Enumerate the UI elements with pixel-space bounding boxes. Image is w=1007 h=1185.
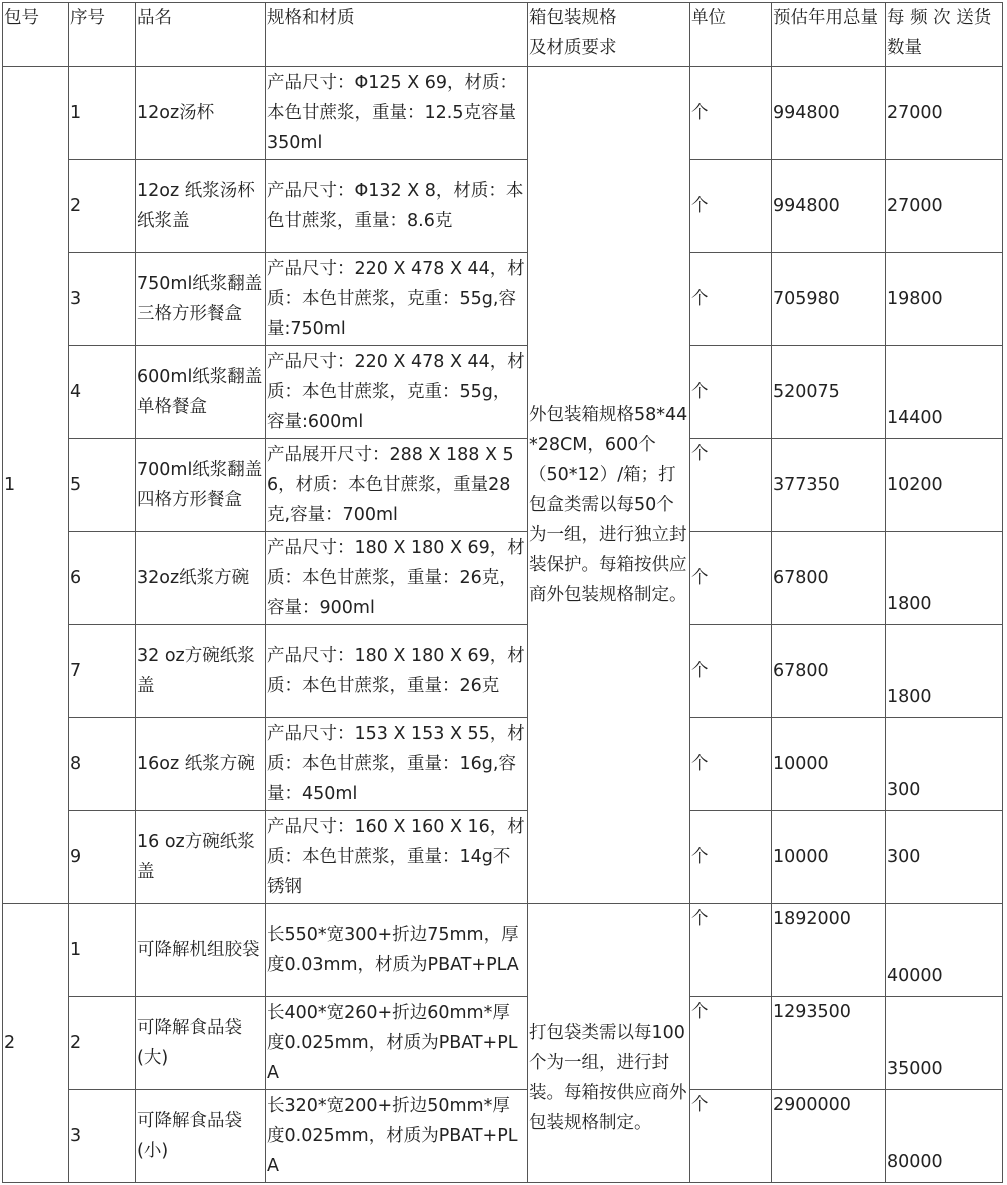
- item-unit: 个: [690, 718, 772, 811]
- item-name: 16 oz方碗纸浆盖: [136, 811, 266, 904]
- item-spec: 长320*宽200+折边50mm*厚度0.025mm，材质为PBAT+PLA: [266, 1090, 528, 1183]
- table-row: [3, 439, 1003, 532]
- header-row: [3, 3, 1003, 67]
- item-unit: 个: [690, 160, 772, 253]
- item-seq: 5: [69, 439, 136, 532]
- item-seq: 8: [69, 718, 136, 811]
- item-delivery: 300: [886, 811, 1003, 904]
- table-row: [3, 253, 1003, 346]
- item-delivery: 80000: [886, 1090, 1003, 1183]
- item-spec: 产品展开尺寸：288 X 188 X 56，材质：本色甘蔗浆，重量28克,容量：700ml: [266, 439, 528, 532]
- item-annual: 2900000: [772, 1090, 886, 1183]
- item-name: 700ml纸浆翻盖四格方形餐盒: [136, 439, 266, 532]
- item-spec: 长400*宽260+折边60mm*厚度0.025mm，材质为PBAT+PLA: [266, 997, 528, 1090]
- item-annual: 994800: [772, 67, 886, 160]
- item-delivery: 10200: [886, 439, 1003, 532]
- item-annual: 994800: [772, 160, 886, 253]
- item-seq: 9: [69, 811, 136, 904]
- header-box: 箱包装规格 及材质要求: [528, 3, 690, 67]
- item-delivery: 27000: [886, 160, 1003, 253]
- table-row: [3, 160, 1003, 253]
- item-seq: 2: [69, 160, 136, 253]
- header-unit: 单位: [690, 3, 772, 67]
- item-name: 32 oz方碗纸浆盖: [136, 625, 266, 718]
- item-seq: 1: [69, 67, 136, 160]
- item-annual: 67800: [772, 532, 886, 625]
- item-unit: 个: [690, 1090, 772, 1183]
- item-name: 600ml纸浆翻盖单格餐盒: [136, 346, 266, 439]
- item-seq: 1: [69, 904, 136, 997]
- item-seq: 6: [69, 532, 136, 625]
- item-annual: 1293500: [772, 997, 886, 1090]
- header-pkg: 包号: [3, 3, 69, 67]
- item-unit: 个: [690, 904, 772, 997]
- item-spec: 产品尺寸：153 X 153 X 55，材质：本色甘蔗浆，重量：16g,容量：450ml: [266, 718, 528, 811]
- item-seq: 2: [69, 997, 136, 1090]
- item-delivery: 14400: [886, 346, 1003, 439]
- item-spec: 产品尺寸：220 X 478 X 44，材质：本色甘蔗浆，克重：55g,容量:750ml: [266, 253, 528, 346]
- item-delivery: 300: [886, 718, 1003, 811]
- item-annual: 705980: [772, 253, 886, 346]
- item-unit: 个: [690, 811, 772, 904]
- header-annual: 预估年用总量: [772, 3, 886, 67]
- item-spec: 产品尺寸：220 X 478 X 44，材质：本色甘蔗浆，克重：55g，容量:600ml: [266, 346, 528, 439]
- item-unit: 个: [690, 997, 772, 1090]
- table-row: [3, 718, 1003, 811]
- item-name: 可降解食品袋(大): [136, 997, 266, 1090]
- package-number: 1: [3, 67, 69, 904]
- table-row: [3, 67, 1003, 160]
- item-delivery: 27000: [886, 67, 1003, 160]
- procurement-table: [2, 2, 1003, 1183]
- header-seq: 序号: [69, 3, 136, 67]
- item-unit: 个: [690, 67, 772, 160]
- item-name: 750ml纸浆翻盖三格方形餐盒: [136, 253, 266, 346]
- item-delivery: 35000: [886, 997, 1003, 1090]
- item-name: 12oz 纸浆汤杯纸浆盖: [136, 160, 266, 253]
- item-spec: 产品尺寸：Φ125 X 69，材质：本色甘蔗浆，重量：12.5克容量350ml: [266, 67, 528, 160]
- item-name: 12oz汤杯: [136, 67, 266, 160]
- item-unit: 个: [690, 625, 772, 718]
- item-name: 可降解食品袋(小): [136, 1090, 266, 1183]
- item-delivery: 19800: [886, 253, 1003, 346]
- package-number: 2: [3, 904, 69, 1183]
- item-unit: 个: [690, 439, 772, 532]
- table-row: [3, 1090, 1003, 1183]
- item-name: 可降解机组胶袋: [136, 904, 266, 997]
- box-requirements: 外包装箱规格58*44*28CM，600个 （50*12）/箱；打包盒类需以每50个为一组，进行独立封装保护。每箱按供应商外包装规格制定。: [528, 67, 690, 904]
- item-annual: 377350: [772, 439, 886, 532]
- item-delivery: 1800: [886, 532, 1003, 625]
- item-delivery: 40000: [886, 904, 1003, 997]
- table-row: [3, 904, 1003, 997]
- item-name: 32oz纸浆方碗: [136, 532, 266, 625]
- item-spec: 产品尺寸：Φ132 X 8，材质：本色甘蔗浆，重量：8.6克: [266, 160, 528, 253]
- header-spec: 规格和材质: [266, 3, 528, 67]
- box-requirements: 打包袋类需以每100个为一组，进行封装。每箱按供应商外包装规格制定。: [528, 904, 690, 1183]
- item-spec: 产品尺寸：180 X 180 X 69，材质：本色甘蔗浆，重量：26克: [266, 625, 528, 718]
- item-annual: 1892000: [772, 904, 886, 997]
- header-name: 品名: [136, 3, 266, 67]
- item-delivery: 1800: [886, 625, 1003, 718]
- table-row: [3, 997, 1003, 1090]
- table-row: [3, 532, 1003, 625]
- item-seq: 3: [69, 1090, 136, 1183]
- table-row: [3, 346, 1003, 439]
- table-row: [3, 811, 1003, 904]
- item-seq: 3: [69, 253, 136, 346]
- item-annual: 520075: [772, 346, 886, 439]
- item-unit: 个: [690, 253, 772, 346]
- item-annual: 10000: [772, 811, 886, 904]
- header-delivery: 每 频 次 送货数量: [886, 3, 1003, 67]
- item-unit: 个: [690, 532, 772, 625]
- item-annual: 10000: [772, 718, 886, 811]
- table-row: [3, 625, 1003, 718]
- item-spec: 产品尺寸：180 X 180 X 69，材质：本色甘蔗浆，重量：26克，容量：900ml: [266, 532, 528, 625]
- item-name: 16oz 纸浆方碗: [136, 718, 266, 811]
- item-spec: 长550*宽300+折边75mm，厚度0.03mm，材质为PBAT+PLA: [266, 904, 528, 997]
- item-annual: 67800: [772, 625, 886, 718]
- item-seq: 4: [69, 346, 136, 439]
- item-unit: 个: [690, 346, 772, 439]
- item-spec: 产品尺寸：160 X 160 X 16，材质：本色甘蔗浆，重量：14g不锈钢: [266, 811, 528, 904]
- item-seq: 7: [69, 625, 136, 718]
